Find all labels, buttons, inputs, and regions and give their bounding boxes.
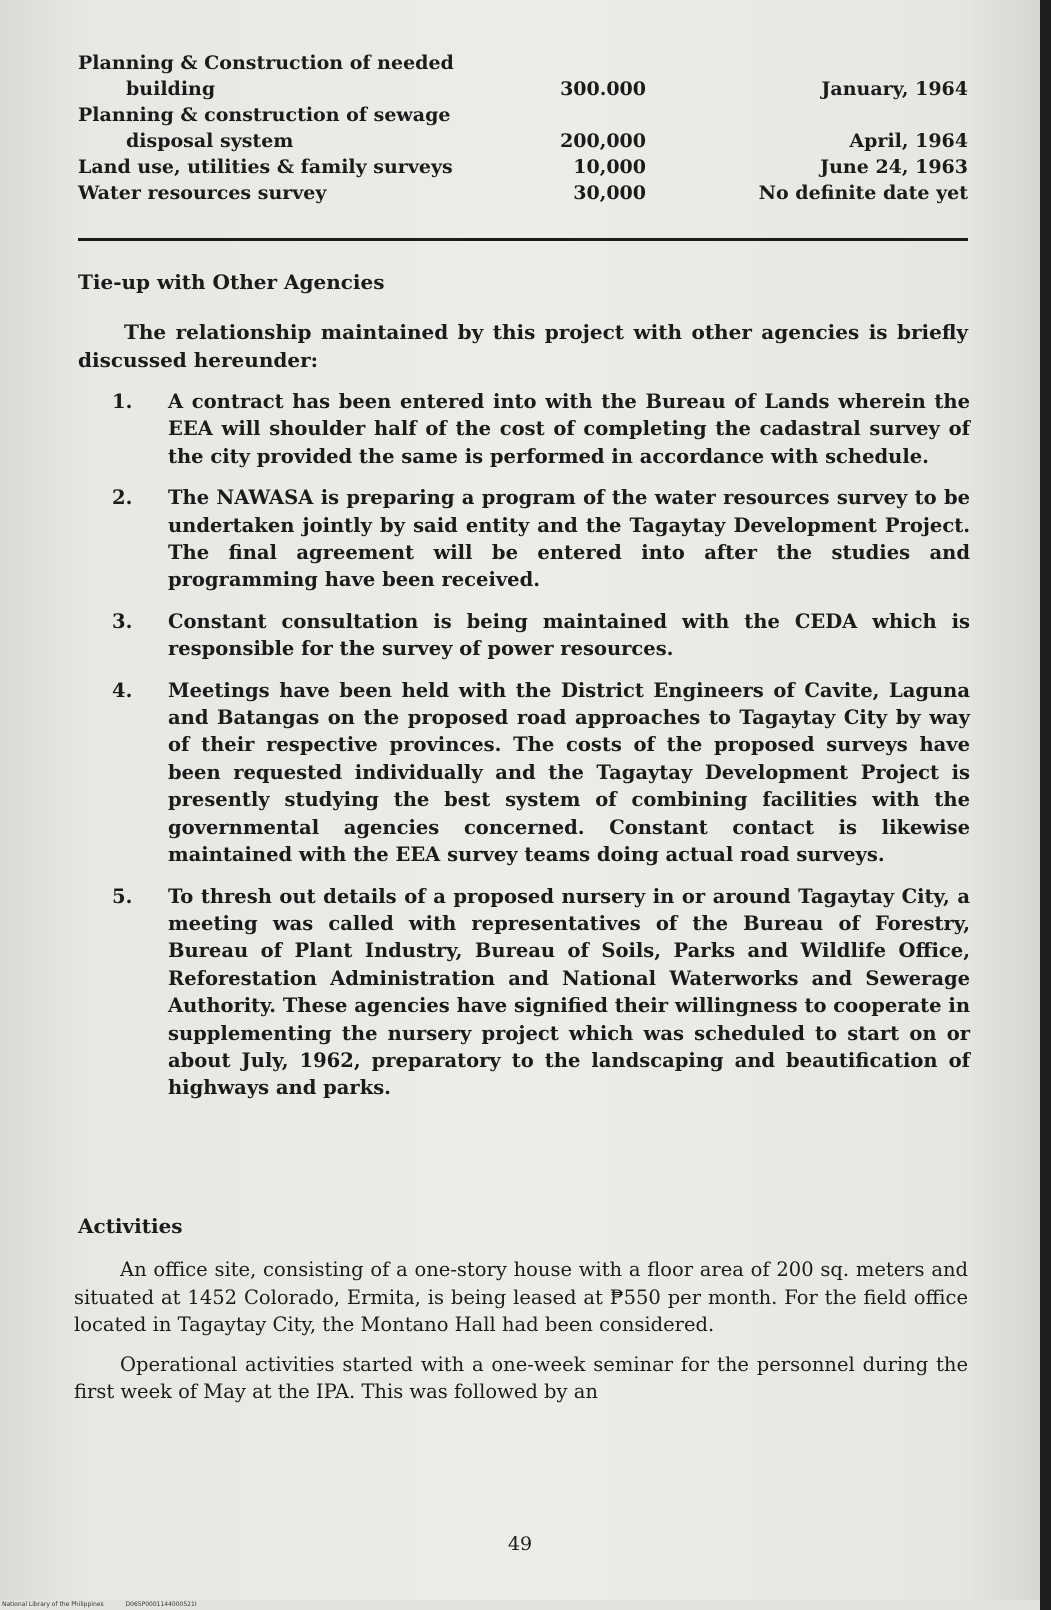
- list-item-text: Constant consultation is being maintained with the CEDA which is responsible for the survey of power resources.: [168, 609, 970, 661]
- tieup-intro: The relationship maintained by this project with other agencies is briefly discussed hereunder:: [78, 320, 968, 372]
- table-cell-date: No definite date yet: [758, 182, 968, 204]
- scan-edge: [1040, 0, 1051, 1610]
- activities-heading: Activities: [78, 1214, 183, 1238]
- table-row: [78, 180, 968, 206]
- table-cell-item: Land use, utilities & family surveys: [78, 156, 453, 178]
- tieup-heading: Tie-up with Other Agencies: [78, 270, 385, 294]
- table-cell-amount: 300.000: [560, 78, 646, 100]
- activities-section: [74, 1256, 968, 1418]
- list-item-number: 1.: [112, 390, 133, 413]
- table-row: [78, 154, 968, 180]
- activities-paragraph: Operational activities started with a one-week seminar for the personnel during the first week of May at the IPA. This was followed by an: [74, 1352, 968, 1403]
- list-item-text: Meetings have been held with the District Engineers of Cavite, Laguna and Batangas on the proposed road approaches to Tagaytay City by way of their respective provinces. The costs of the proposed surveys have been requested individually and the Tagaytay Development Project is presently studying the best system of combining facilities with the governmental agencies concerned. Constant contact is likewise maintained with the EEA survey teams doing actual road surveys.: [168, 678, 970, 867]
- table-cell-item: disposal system: [126, 130, 294, 152]
- table-rule: [78, 238, 968, 241]
- table-cell-item: Planning & construction of sewage: [78, 104, 451, 126]
- table-cell-item: Water resources survey: [78, 182, 327, 204]
- list-item-number: 4.: [112, 678, 133, 702]
- list-item-number: 2.: [112, 486, 133, 510]
- table-cell-date: April, 1964: [849, 130, 968, 152]
- list-item-text: To thresh out details of a proposed nursery in or around Tagaytay City, a meeting was called with representatives of the Bureau of Forestry, Bureau of Plant Industry, Bureau of Soils, Parks and Wildlife Office, Reforestation Administration and National Waterworks and Sewerage Authority. These agencies have signified their willingness to cooperate in supplementing the nursery project which was scheduled to start on or about July, 1962, preparatory to the landscaping and beautification of highways and parks.: [168, 884, 970, 1100]
- table-row: [78, 128, 968, 154]
- table-cell-date: June 24, 1963: [820, 156, 968, 178]
- table-cell-date: January, 1964: [821, 78, 968, 100]
- table-cell-amount: 30,000: [573, 182, 646, 204]
- table-row: [78, 102, 968, 128]
- table-row: [78, 50, 968, 76]
- footer-code: D065P0001144000521I: [125, 1601, 197, 1608]
- table-cell-item: building: [126, 78, 216, 100]
- list-item-text: The NAWASA is preparing a program of the water resources survey to be undertaken jointly by said entity and the Tagaytay Development Project. The final agreement will be entered into after the studies and programming have been received.: [168, 486, 970, 592]
- tieup-list: [112, 388, 970, 1116]
- scan-footer: [0, 1600, 1040, 1610]
- list-item: [112, 484, 970, 594]
- list-item: [112, 677, 970, 869]
- footer-library: National Library of the Philippines: [2, 1601, 104, 1608]
- table-cell-amount: 200,000: [560, 130, 646, 152]
- list-item-number: 3.: [112, 609, 133, 633]
- list-item-text: A contract has been entered into with the Bureau of Lands wherein the EEA will shoulder half of the cost of completing the cadastral survey of the city provided the same is performed in accordance with schedule.: [168, 390, 970, 468]
- table-cell-amount: 10,000: [573, 156, 646, 178]
- list-item: [112, 388, 970, 470]
- list-item: [112, 608, 970, 663]
- list-item-number: 5.: [112, 884, 133, 908]
- table-row: [78, 76, 968, 102]
- budget-table: [78, 50, 968, 206]
- activities-paragraph: An office site, consisting of a one-story house with a floor area of 200 sq. meters and situated at 1452 Colorado, Ermita, is being leased at ₱550 per month. For the field office located in Tagaytay City, the Montano Hall had been considered.: [74, 1258, 968, 1336]
- table-cell-item: Planning & Construction of needed: [78, 52, 454, 74]
- list-item: [112, 883, 970, 1102]
- page-number: 49: [507, 1533, 533, 1555]
